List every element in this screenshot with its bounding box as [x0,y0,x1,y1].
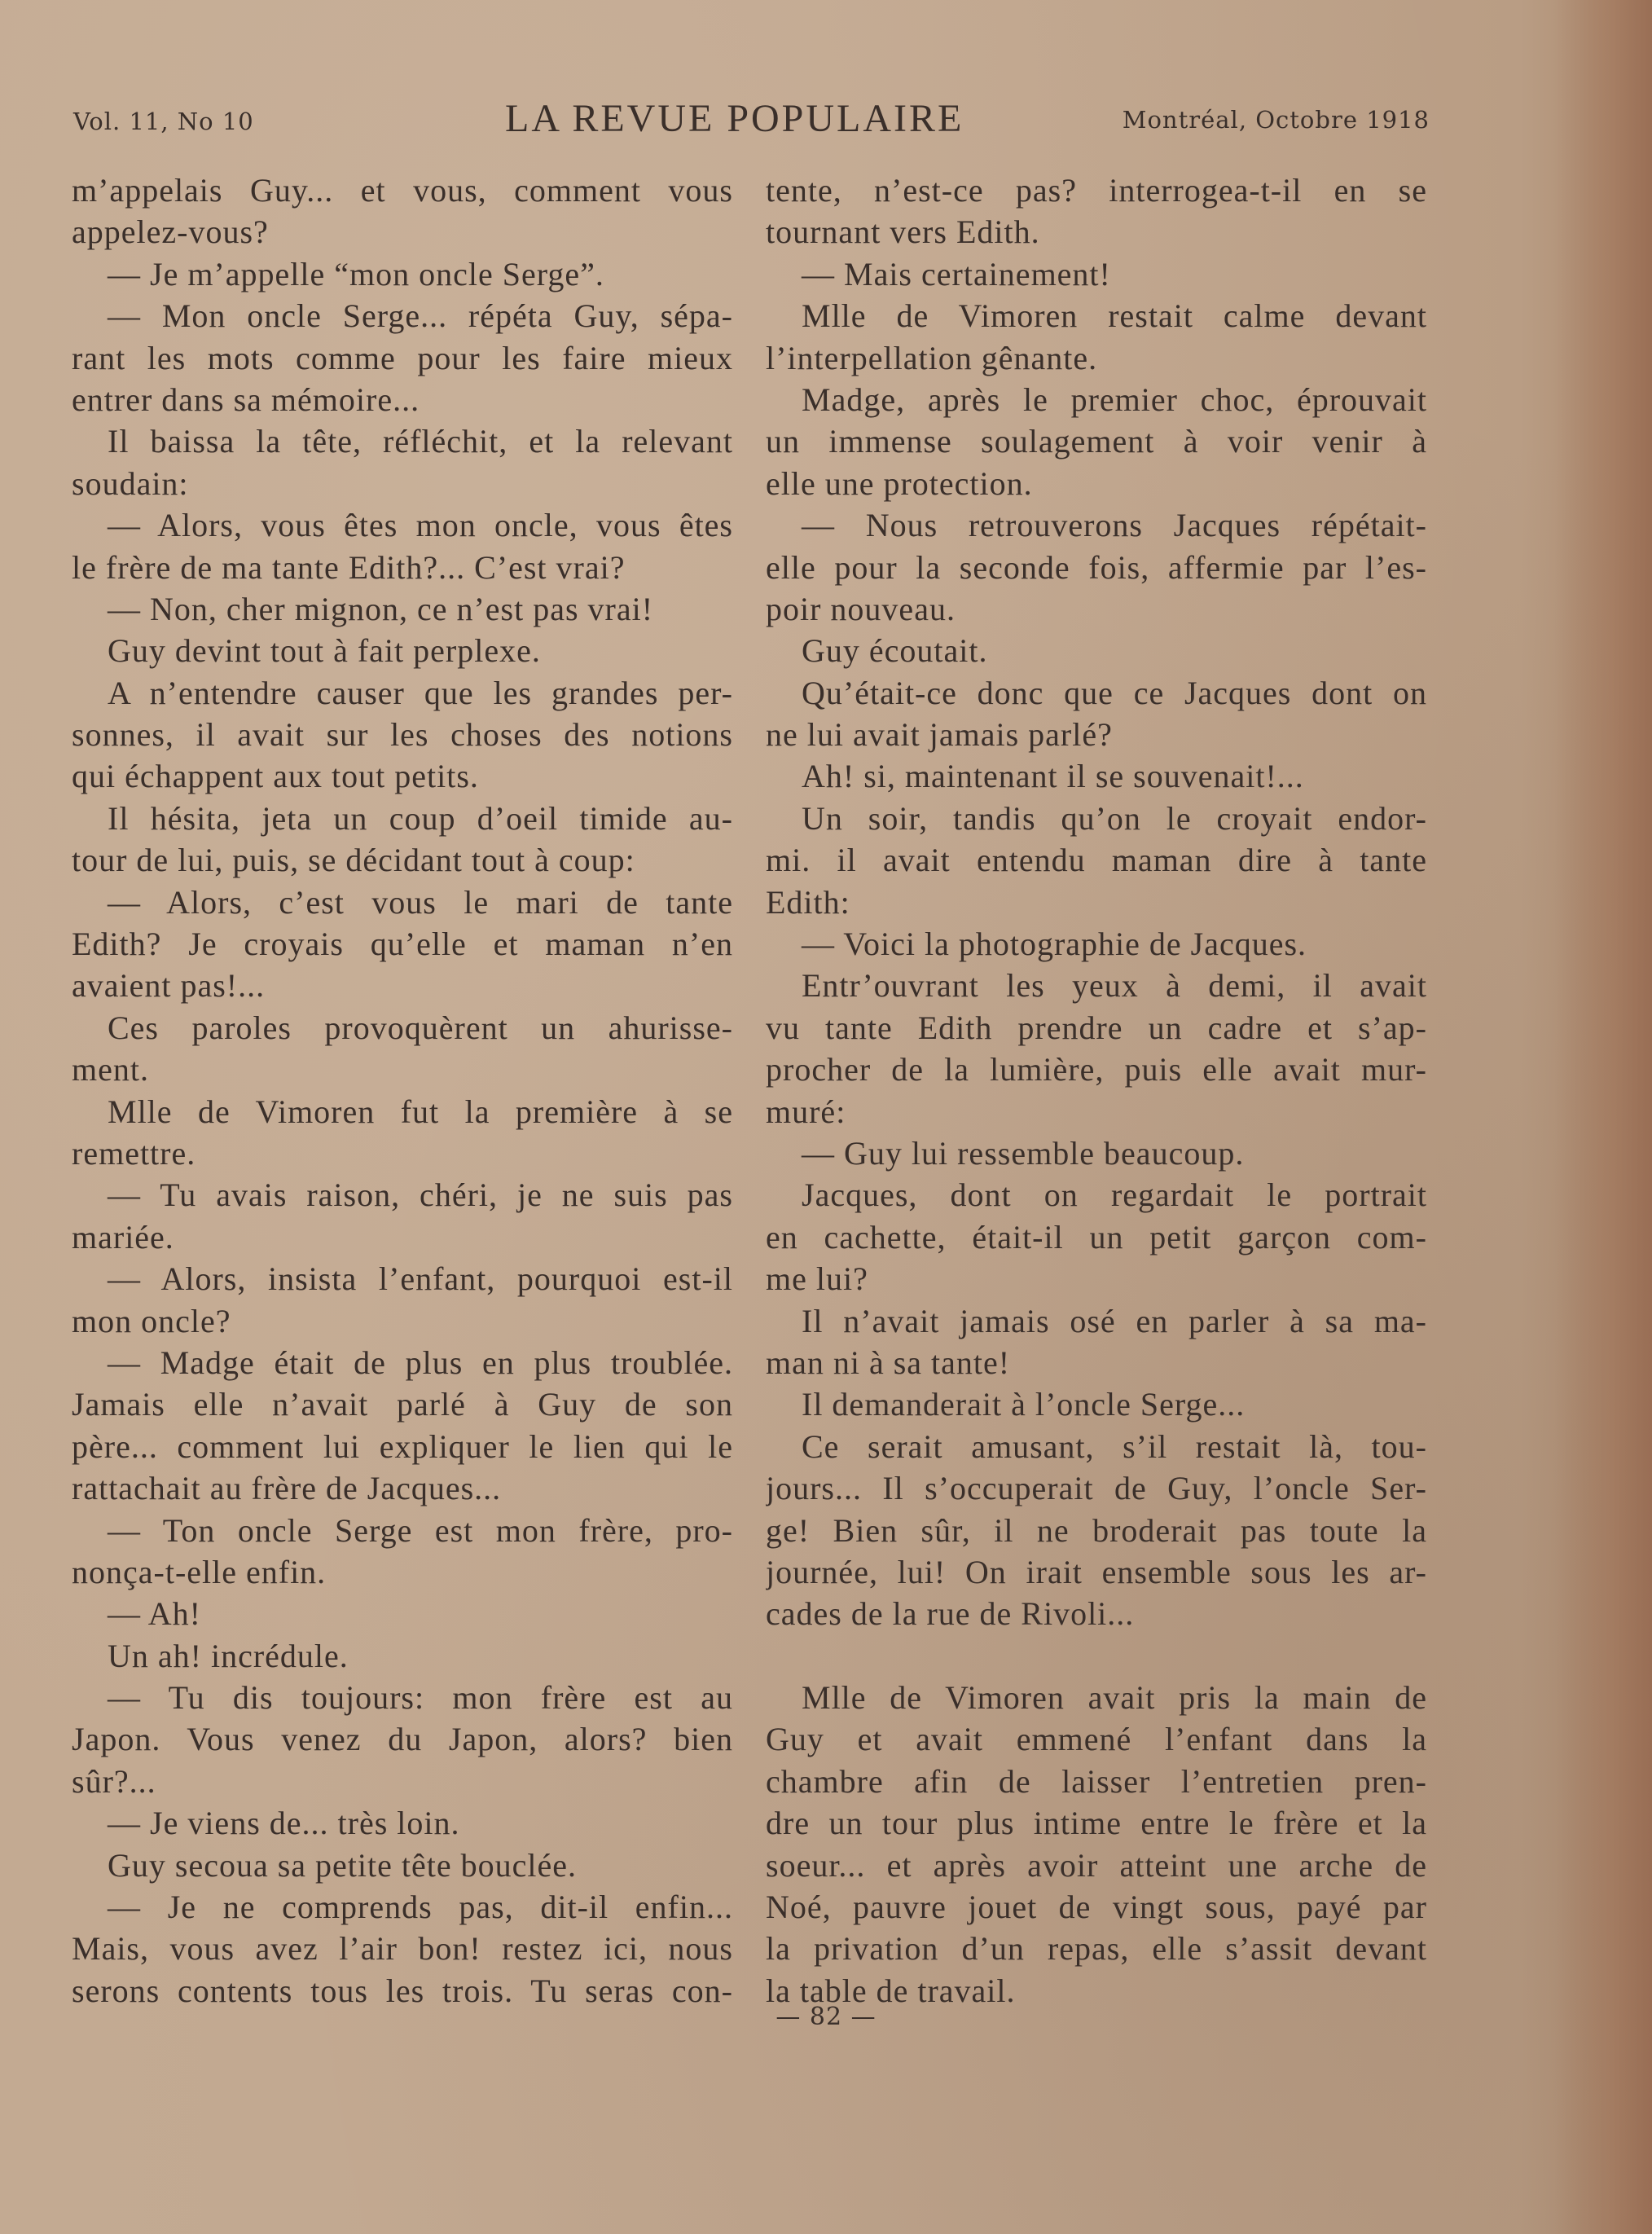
text-line: man ni à sa tante! [766,1343,1011,1381]
text-line: — Alors, c’est vous le mari de tante [108,883,733,921]
text-line: nonça-t-elle enfin. [72,1553,327,1590]
text-line: le frère de ma tante Edith?... C’est vrai? [72,548,626,586]
text-line: la privation d’un repas, elle s’assit devant [766,1930,1427,1968]
text-line: en cachette, était-il un petit garçon com- [766,1218,1427,1256]
text-line: mon oncle? [72,1302,231,1339]
text-line: m’appelais Guy... et vous, comment vous [72,172,733,209]
text-line: — Mais certainement! [802,255,1111,292]
text-line: la table de travail. [766,1972,1016,2009]
text-line: Un ah! incrédule. [108,1637,349,1674]
text-line: procher de la lumière, puis elle avait mur- [766,1051,1427,1088]
text-line: qui échappent aux tout petits. [72,758,479,795]
text-line: serons contents tous les trois. Tu seras con- [72,1972,733,2009]
text-line: — Voici la photographie de Jacques. [802,926,1307,963]
text-line: vu tante Edith prendre un cadre et s’ap- [766,1009,1427,1046]
text-line: — Non, cher mignon, ce n’est pas vrai! [108,590,654,627]
text-line: Un soir, tandis qu’on le croyait endor- [802,799,1427,837]
text-line: A n’entendre causer que les grandes per- [108,674,733,711]
text-line: Ces paroles provoquèrent un ahurisse- [108,1009,733,1046]
text-line: — Alors, insista l’enfant, pourquoi est-il [108,1260,733,1298]
text-line: ge! Bien sûr, il ne broderait pas toute la [766,1511,1427,1549]
text-line: — Alors, vous êtes mon oncle, vous êtes [108,507,733,544]
text-line: l’interpellation gênante. [766,339,1098,376]
text-line: jours... Il s’occuperait de Guy, l’oncle Ser- [766,1470,1427,1507]
text-line: cades de la rue de Rivoli... [766,1595,1135,1633]
text-line: tente, n’est-ce pas? interrogea-t-il en se [766,172,1427,209]
text-line: — Je m’appelle “mon oncle Serge”. [108,255,604,292]
text-line: Jamais elle n’avait parlé à Guy de son [72,1386,733,1423]
text-line: Madge, après le premier choc, éprouvait [802,380,1427,418]
text-line: Japon. Vous venez du Japon, alors? bien [72,1721,733,1758]
running-header [73,96,1430,145]
text-line: Noé, pauvre jouet de vingt sous, payé par [766,1889,1427,1926]
text-line: mariée. [72,1218,174,1256]
text-line: soudain: [72,464,189,502]
text-line: — Mon oncle Serge... répéta Guy, sépa- [108,297,733,335]
text-line: poir nouveau. [766,590,956,627]
text-line: Ce serait amusant, s’il restait là, tou- [802,1427,1427,1465]
text-line: dre un tour plus intime entre le frère et la [766,1805,1427,1842]
text-line: — Nous retrouverons Jacques répétait- [802,507,1427,544]
volume-number: Vol. 11, No 10 [73,108,254,135]
page-number: — 82 — [775,2003,877,2031]
text-line: Il demanderait à l’oncle Serge... [802,1386,1246,1423]
text-line: Edith: [766,883,850,921]
text-line: Guy écoutait. [802,632,988,670]
text-line: Mlle de Vimoren fut la première à se [108,1093,733,1130]
text-line: Guy devint tout à fait perplexe. [108,632,541,670]
text-line: rant les mots comme pour les faire mieux [72,339,733,376]
text-line: Entr’ouvrant les yeux à demi, il avait [802,967,1427,1005]
text-line: Mlle de Vimoren restait calme devant [802,297,1427,335]
text-line: Mlle de Vimoren avait pris la main de [802,1679,1427,1717]
text-line: tour de lui, puis, se décidant tout à coup: [72,842,635,879]
text-line: Jacques, dont on regardait le portrait [802,1176,1427,1214]
text-line: Il n’avait jamais osé en parler à sa ma- [802,1302,1427,1339]
text-line: Il hésita, jeta un coup d’oeil timide au- [108,799,733,837]
text-line: Guy secoua sa petite tête bouclée. [108,1846,577,1884]
text-line: remettre. [72,1134,196,1172]
text-line: — Tu dis toujours: mon frère est au [108,1679,733,1717]
text-line: un immense soulagement à voir venir à [766,423,1427,460]
issue-date: Montréal, Octobre 1918 [1122,106,1430,134]
text-line: — Ah! [108,1595,201,1633]
text-line: muré: [766,1093,846,1130]
text-line: elle une protection. [766,464,1033,502]
text-line: journée, lui! On irait ensemble sous les ar- [766,1553,1427,1590]
text-line: — Madge était de plus en plus troublée. [108,1343,733,1381]
text-line: — Je ne comprends pas, dit-il enfin... [108,1889,733,1926]
section-break [766,1635,1427,1677]
text-line: Ah! si, maintenant il se souvenait!... [802,758,1304,795]
text-line: Qu’était-ce donc que ce Jacques dont on [802,674,1427,711]
page-edge-shadow [1554,0,1652,2234]
text-line: tournant vers Edith. [766,213,1040,251]
text-line: chambre afin de laisser l’entretien pren- [766,1762,1427,1800]
text-line: avaient pas!... [72,967,266,1005]
text-line: Il baissa la tête, réfléchit, et la relevant [108,423,733,460]
text-line: elle pour la seconde fois, affermie par l’es- [766,548,1427,586]
text-line: ne lui avait jamais parlé? [766,716,1113,754]
text-line: père... comment lui expliquer le lien qui le [72,1427,733,1465]
text-line: soeur... et après avoir atteint une arche de [766,1846,1427,1884]
text-line: entrer dans sa mémoire... [72,380,420,418]
text-line: — Guy lui ressemble beaucoup. [802,1134,1245,1172]
text-line: Guy et avait emmené l’enfant dans la [766,1721,1427,1758]
text-line: mi. il avait entendu maman dire à tante [766,842,1427,879]
text-line: Edith? Je croyais qu’elle et maman n’en [72,926,733,963]
left-text-column [72,169,733,2012]
text-line: appelez-vous? [72,213,269,251]
text-line: rattachait au frère de Jacques... [72,1470,502,1507]
text-line: ment. [72,1051,149,1088]
text-line: sûr?... [72,1762,156,1800]
text-line: sonnes, il avait sur les choses des notions [72,716,733,754]
magazine-title: LA REVUE POPULAIRE [505,97,964,140]
text-line: — Tu avais raison, chéri, je ne suis pas [108,1176,733,1214]
text-line: — Je viens de... très loin. [108,1805,460,1842]
right-text-column [766,169,1427,2012]
text-line: Mais, vous avez l’air bon! restez ici, nous [72,1930,733,1968]
text-line: me lui? [766,1260,868,1298]
text-line: — Ton oncle Serge est mon frère, pro- [108,1511,733,1549]
